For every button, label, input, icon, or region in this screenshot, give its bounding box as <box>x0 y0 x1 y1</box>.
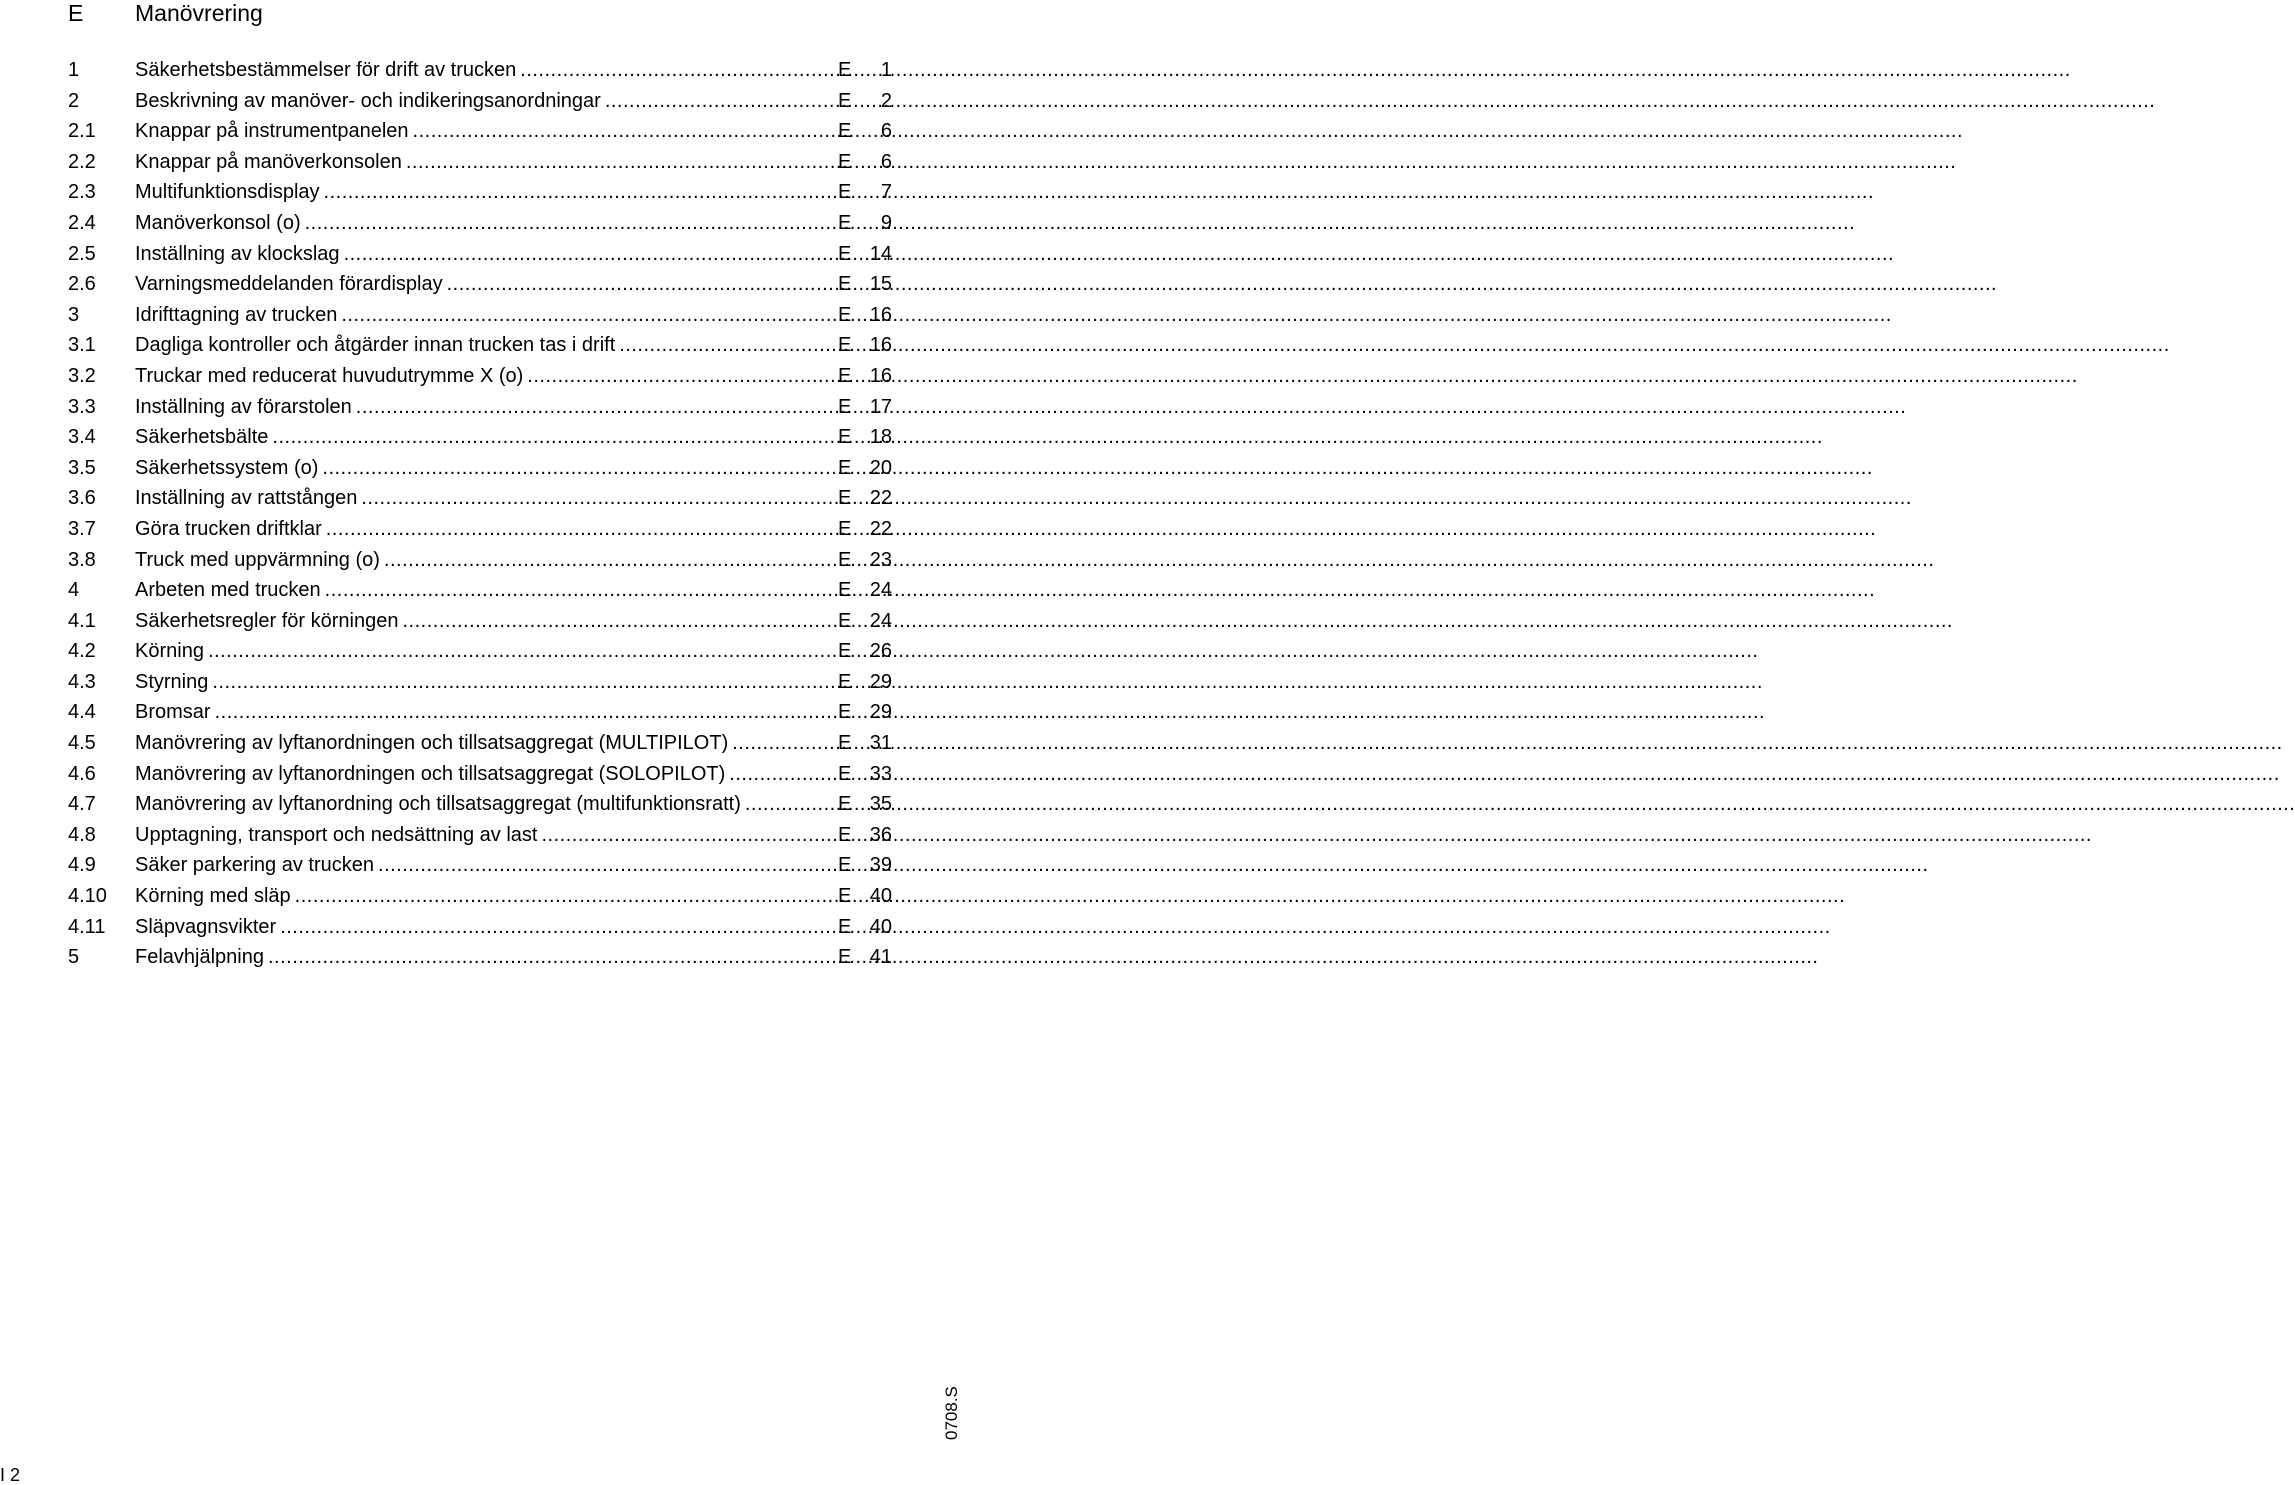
toc-leader-dots <box>729 759 835 790</box>
toc-page-number: 16 <box>869 303 892 326</box>
toc-page-prefix: E <box>838 517 852 540</box>
toc-entry[interactable] <box>68 147 892 178</box>
toc-page-number: 22 <box>869 517 892 540</box>
toc-entry[interactable] <box>68 239 892 270</box>
toc-number: 3.6 <box>68 487 96 510</box>
toc-page-number: 24 <box>869 579 892 602</box>
toc-page-number: 35 <box>869 793 892 816</box>
table-of-contents <box>68 55 892 973</box>
toc-title: Styrning <box>135 670 209 693</box>
toc-entry[interactable] <box>68 545 892 576</box>
toc-title: Manövrering av lyftanordning och tillsatsaggregat (multifunktionsratt) <box>135 793 741 816</box>
toc-title: Säkerhetsregler för körningen <box>135 609 399 632</box>
toc-leader-dots <box>215 697 835 728</box>
toc-page-number: 7 <box>880 181 892 204</box>
toc-page-prefix: E <box>838 59 852 81</box>
toc-title: Manövrering av lyftanordningen och tillsatsaggregat (MULTIPILOT) <box>135 732 729 755</box>
toc-number: 4.6 <box>68 762 96 785</box>
toc-leader-dots <box>541 820 835 851</box>
toc-number: 4.11 <box>68 915 106 938</box>
toc-page-number: 22 <box>869 487 892 510</box>
toc-page-prefix: E <box>838 364 852 387</box>
toc-entry[interactable] <box>68 667 892 698</box>
toc-title: Körning <box>135 640 204 663</box>
toc-leader-dots <box>447 269 835 300</box>
toc-entry[interactable] <box>68 453 892 484</box>
toc-number: 2.4 <box>68 211 96 234</box>
toc-number: 3.4 <box>68 426 96 449</box>
toc-page-prefix: E <box>838 793 852 816</box>
toc-entry[interactable] <box>68 86 892 117</box>
toc-page-number: 17 <box>869 395 892 418</box>
toc-page-number: 40 <box>869 915 892 938</box>
toc-entry[interactable] <box>68 483 892 514</box>
toc-leader-dots <box>745 789 835 820</box>
toc-title: Inställning av förarstolen <box>135 395 352 418</box>
toc-leader-dots <box>325 575 835 606</box>
toc-page-number: 26 <box>869 640 892 663</box>
toc-page-prefix: E <box>838 946 852 969</box>
toc-title: Manöverkonsol (o) <box>135 211 301 234</box>
toc-leader-dots <box>361 483 835 514</box>
toc-page-number: 36 <box>869 823 892 846</box>
toc-leader-dots <box>378 850 835 881</box>
toc-entry[interactable] <box>68 606 892 637</box>
toc-entry[interactable] <box>68 881 892 912</box>
toc-leader-dots <box>527 361 835 392</box>
toc-number: 2.3 <box>68 181 96 204</box>
toc-page-number: 23 <box>869 548 892 571</box>
toc-entry[interactable] <box>68 177 892 208</box>
toc-title: Idrifttagning av trucken <box>135 303 338 326</box>
toc-title: Körning med släp <box>135 885 291 908</box>
toc-page-number: 20 <box>869 456 892 479</box>
toc-leader-dots <box>272 422 835 453</box>
toc-leader-dots <box>413 116 835 147</box>
toc-number: 2.5 <box>68 242 96 265</box>
toc-title: Bromsar <box>135 701 211 724</box>
toc-entry[interactable] <box>68 422 892 453</box>
toc-entry[interactable] <box>68 392 892 423</box>
toc-title: Knappar på instrumentpanelen <box>135 120 409 143</box>
toc-entry[interactable] <box>68 820 892 851</box>
toc-title: Arbeten med trucken <box>135 579 321 602</box>
toc-title: Truck med uppvärmning (o) <box>135 548 380 571</box>
toc-title: Beskrivning av manöver- och indikeringsanordningar <box>135 89 601 112</box>
toc-page-prefix: E <box>838 426 852 449</box>
toc-page-number: 31 <box>869 732 892 755</box>
toc-title: Släpvagnsvikter <box>135 915 277 938</box>
document-code: 0708.S <box>942 1386 961 1440</box>
toc-page-prefix: E <box>838 303 852 326</box>
toc-page-number: 33 <box>869 762 892 785</box>
toc-page-number: 15 <box>869 273 892 296</box>
toc-number: 3.3 <box>68 395 96 418</box>
toc-leader-dots <box>356 392 835 423</box>
toc-entry[interactable] <box>68 697 892 728</box>
toc-title: Varningsmeddelanden förardisplay <box>135 273 443 296</box>
toc-page-prefix: E <box>838 915 852 938</box>
toc-entry[interactable] <box>68 942 892 973</box>
toc-page-prefix: E <box>838 670 852 693</box>
toc-page-prefix: E <box>838 395 852 418</box>
toc-page-number: 14 <box>869 242 892 265</box>
toc-leader-dots <box>322 453 835 484</box>
toc-number: 3.7 <box>68 517 96 540</box>
toc-entry[interactable] <box>68 330 892 361</box>
toc-title: Upptagning, transport och nedsättning av last <box>135 823 538 846</box>
toc-leader-dots <box>212 667 835 698</box>
toc-leader-dots <box>520 55 835 86</box>
toc-page-number: 9 <box>880 211 892 234</box>
toc-title: Felavhjälpning <box>135 946 264 969</box>
toc-title: Säkerhetsbälte <box>135 426 269 449</box>
toc-leader-dots <box>732 728 835 759</box>
toc-title: Säkerhetssystem (o) <box>135 456 319 479</box>
toc-page-prefix: E <box>838 762 852 785</box>
toc-page-number: 24 <box>869 609 892 632</box>
toc-leader-dots <box>326 514 835 545</box>
toc-page-prefix: E <box>838 823 852 846</box>
toc-number: 3.5 <box>68 456 96 479</box>
chapter-title: Manövrering <box>135 0 263 26</box>
toc-title: Säkerhetsbestämmelser för drift av trucken <box>135 59 517 81</box>
toc-page-prefix: E <box>838 732 852 755</box>
toc-page-prefix: E <box>838 701 852 724</box>
toc-number: 4.9 <box>68 854 96 877</box>
toc-page-prefix: E <box>838 150 852 173</box>
toc-number: 2 <box>68 89 80 112</box>
toc-title: Inställning av klockslag <box>135 242 340 265</box>
toc-leader-dots <box>344 239 835 270</box>
toc-number: 4.5 <box>68 732 96 755</box>
toc-number: 4.7 <box>68 793 96 816</box>
toc-title: Knappar på manöverkonsolen <box>135 150 402 173</box>
toc-page-number: 40 <box>869 885 892 908</box>
toc-number: 2.6 <box>68 273 96 296</box>
toc-page-prefix: E <box>838 334 852 357</box>
toc-entry[interactable] <box>68 269 892 300</box>
toc-page-prefix: E <box>838 854 852 877</box>
toc-page-prefix: E <box>838 211 852 234</box>
toc-number: 4.8 <box>68 823 96 846</box>
toc-page-prefix: E <box>838 273 852 296</box>
toc-title: Säker parkering av trucken <box>135 854 375 877</box>
toc-page-number: 39 <box>869 854 892 877</box>
toc-page-number: 6 <box>880 120 892 143</box>
toc-page-number: 6 <box>880 150 892 173</box>
toc-leader-dots <box>324 177 835 208</box>
toc-number: 4.1 <box>68 609 96 632</box>
toc-title: Dagliga kontroller och åtgärder innan trucken tas i drift <box>135 334 616 357</box>
toc-number: 4.10 <box>68 885 107 908</box>
toc-number: 4.2 <box>68 640 96 663</box>
toc-leader-dots <box>402 606 835 637</box>
toc-number: 4 <box>68 579 80 602</box>
toc-page-number: 29 <box>869 670 892 693</box>
toc-page-number: 29 <box>869 701 892 724</box>
toc-entry[interactable] <box>68 300 892 331</box>
toc-entry[interactable] <box>68 636 892 667</box>
toc-page-prefix: E <box>838 120 852 143</box>
toc-entry[interactable] <box>68 514 892 545</box>
toc-page-number: 18 <box>869 426 892 449</box>
toc-number: 3.8 <box>68 548 96 571</box>
toc-leader-dots <box>605 86 835 117</box>
toc-entry[interactable] <box>68 789 892 820</box>
toc-page-number: 41 <box>869 946 892 969</box>
toc-number: 5 <box>68 946 80 969</box>
toc-title: Inställning av rattstången <box>135 487 358 510</box>
toc-entry[interactable] <box>68 575 892 606</box>
toc-page-number: 1 <box>880 59 892 81</box>
toc-page-prefix: E <box>838 609 852 632</box>
toc-leader-dots <box>384 545 835 576</box>
toc-entry[interactable] <box>68 850 892 881</box>
toc-entry[interactable] <box>68 361 892 392</box>
toc-title: Göra trucken driftklar <box>135 517 322 540</box>
toc-page-number: 16 <box>869 364 892 387</box>
toc-leader-dots <box>268 942 835 973</box>
toc-page-prefix: E <box>838 579 852 602</box>
toc-page-prefix: E <box>838 242 852 265</box>
toc-page-prefix: E <box>838 548 852 571</box>
toc-page-number: 16 <box>869 334 892 357</box>
toc-page-prefix: E <box>838 885 852 908</box>
toc-entry[interactable] <box>68 55 892 86</box>
toc-leader-dots <box>619 330 835 361</box>
toc-entry[interactable] <box>68 208 892 239</box>
toc-title: Truckar med reducerat huvudutrymme X (o) <box>135 364 524 387</box>
toc-leader-dots <box>280 912 835 943</box>
toc-entry[interactable] <box>68 759 892 790</box>
toc-page-prefix: E <box>838 640 852 663</box>
toc-entry[interactable] <box>68 116 892 147</box>
toc-page-prefix: E <box>838 89 852 112</box>
toc-title: Manövrering av lyftanordningen och tillsatsaggregat (SOLOPILOT) <box>135 762 726 785</box>
toc-entry[interactable] <box>68 728 892 759</box>
chapter-letter: E <box>68 0 84 26</box>
toc-number: 3.1 <box>68 334 96 357</box>
toc-number: 4.3 <box>68 670 96 693</box>
toc-number: 3 <box>68 303 80 326</box>
toc-leader-dots <box>341 300 835 331</box>
toc-leader-dots <box>305 208 835 239</box>
toc-page-prefix: E <box>838 181 852 204</box>
toc-number: 3.2 <box>68 364 96 387</box>
toc-page-prefix: E <box>838 487 852 510</box>
toc-leader-dots <box>295 881 835 912</box>
toc-title: Multifunktionsdisplay <box>135 181 320 204</box>
toc-leader-dots <box>406 147 835 178</box>
toc-page-number: 2 <box>880 89 892 112</box>
toc-page-prefix: E <box>838 456 852 479</box>
toc-number: 2.2 <box>68 150 96 173</box>
toc-number: 4.4 <box>68 701 96 724</box>
toc-number: 2.1 <box>68 120 96 143</box>
page-number: I 2 <box>0 1465 21 1485</box>
toc-leader-dots <box>208 636 835 667</box>
toc-entry[interactable] <box>68 912 892 943</box>
toc-number: 1 <box>68 59 80 81</box>
